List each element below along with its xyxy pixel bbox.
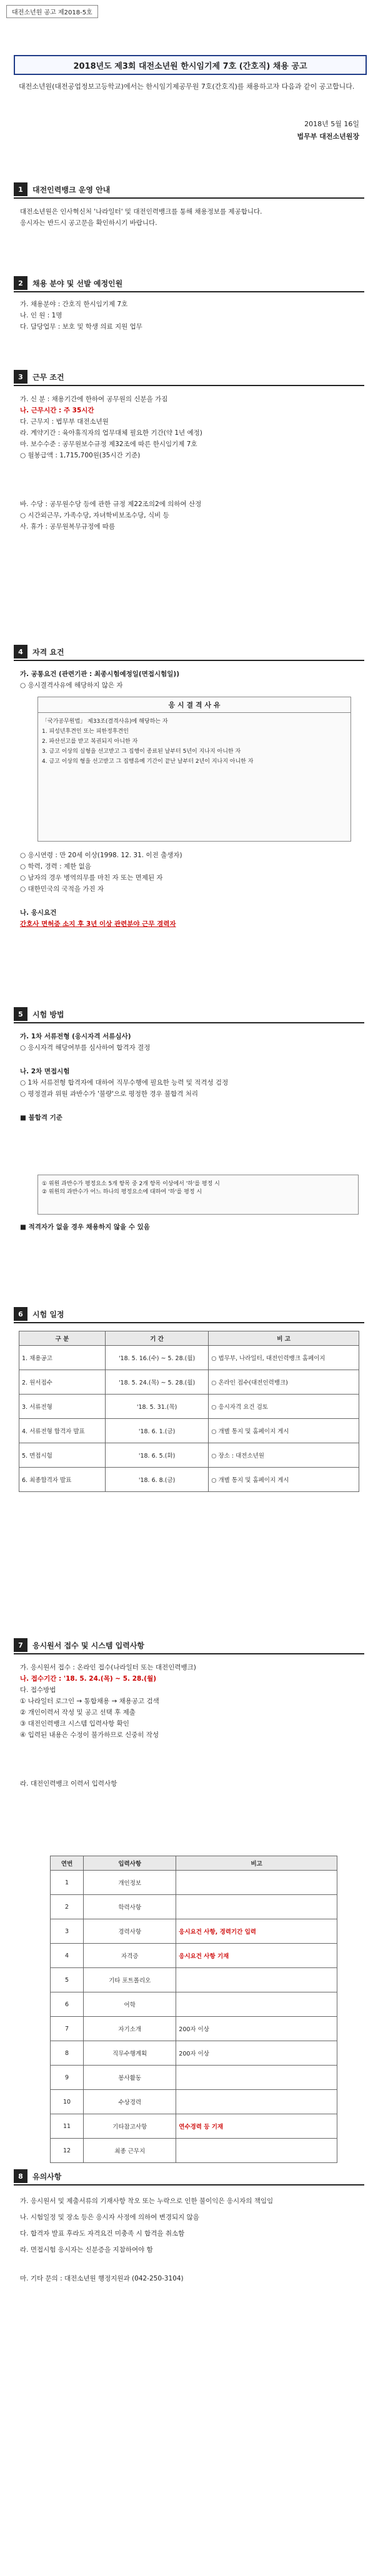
section-7: 7 응시원서 접수 및 시스템 입력사항 — [14, 1637, 364, 1654]
table-row: 7 자기소개 200자 이상 — [51, 2017, 337, 2041]
table-row: 8 직무수행계획 200자 이상 — [51, 2041, 337, 2066]
table-row: 2. 원서접수 '18. 5. 24.(목) ~ 5. 28.(월) ○ 온라인 접수(대전인력뱅크) — [19, 1370, 359, 1395]
table-row: 1 개인정보 — [51, 1871, 337, 1895]
section-6: 6 시험 일정 — [14, 1306, 364, 1323]
table-row: 5 기타 포트폴리오 — [51, 1968, 337, 1992]
table-row: 9 봉사활동 — [51, 2066, 337, 2090]
s2-text: 가. 채용분야 : 간호직 한시임기제 7호 나. 인 원 : 1명 다. 담당업무 : 보호 및 학생 의료 지원 업무 — [20, 301, 142, 331]
table-row: 12 최종 근무지 — [51, 2139, 337, 2163]
table-row: 11 기타참고사항 연수경력 등 기재 — [51, 2114, 337, 2139]
table-row: 10 수상경력 — [51, 2090, 337, 2114]
notice-date: 2018년 5월 16일 — [304, 120, 359, 128]
intro-text: 대전소년원(대전공업정보고등학교)에서는 한시임기제공무원 7호(간호직)를 채용하고자 다음과 같이 공고합니다. — [19, 82, 355, 91]
s4-text-a: 가. 공통요건 (관련기관 : 최종시험예정일(면접시험일)) ○ 응시결격사유에 해당하지 않은 자 — [20, 670, 180, 689]
table-row: 3. 서류전형 '18. 5. 31.(목) ○ 응시자격 요건 검토 — [19, 1395, 359, 1419]
s3-text: 가. 신 분 : 채용기간에 한하여 공무원의 신분을 가짐 나. 근무시간 : 주 35시간 다. 근무지 : 법무부 대전소년원 라. 계약기간 : 육아휴직자의 업무대체 필요한 기간(약 1년 예정) 마. 보수수준 : 공무원보수규정 제32조에 따른 한시임기제 7호 ○ 월봉급액 : 1,715,700원(35시간 기준) 바. 수당 : 공무원수당 등에 관한 규정 제22조의2에 의하여 산정 ○ 시간외근무, 가족수당, 자녀학비보조수당, 식비 등 사. 휴가 : 공무원복무규정에 따름 — [20, 395, 202, 530]
page-title: 2018년도 제3회 대전소년원 한시임기제 7호 (간호직) 채용 공고 — [14, 55, 367, 75]
resume-items-table: 연번 입력사항 비고 1 개인정보 2 학력사항 3 경력사항 응시요건 사항, 경력기간 입력 4 자격증 응시요건 사항 기재 5 기타 포트폴리오 6 어학 7 자기소개 200자 이상 8 직무수행계획 200자 이상 9 봉사활동 10 수상경력 11 기타참고사항 연수경력 등 기재 12 최종 근무지 — [50, 1856, 337, 2163]
table-row: 4. 서류전형 합격자 발표 '18. 6. 1.(금) ○ 개별 통지 및 홈페이지 게시 — [19, 1419, 359, 1443]
s1-text: 대전소년원은 인사혁신처 '나라일터' 및 대전인력뱅크를 통해 채용정보를 제공합니다. 응시자는 반드시 공고문을 확인하시기 바랍니다. — [20, 208, 262, 227]
section-3: 3 근무 조건 — [14, 369, 364, 386]
table-row: 2 학력사항 — [51, 1895, 337, 1919]
schedule-table: 구 분 기 간 비 고 1. 채용공고 '18. 5. 16.(수) ~ 5. 28.(월) ○ 법무부, 나라일터, 대전인력뱅크 홈페이지 2. 원서접수 '18. 5. 24.(목) ~ 5. 28.(월) ○ 온라인 접수(대전인력뱅크) 3. 서류전형 '18. 5. 31.(목) ○ 응시자격 요건 검토 4. 서류전형 합격자 발표 '18. 6. 1.(금) ○ 개별 통지 및 홈페이지 게시 5. 면접시험 '18. 6. 5.(화) ○ 장소 : 대전소년원 6. 최종합격자 발표 '18. 6. 8.(금) ○ 개별 통지 및 홈페이지 게시 — [19, 1331, 359, 1492]
section-4: 4 자격 요건 — [14, 644, 364, 661]
table-row: 6. 최종합격자 발표 '18. 6. 8.(금) ○ 개별 통지 및 홈페이지 게시 — [19, 1468, 359, 1492]
notice-tag: 대전소년원 공고 제2018-5호 — [6, 5, 98, 18]
section-2: 2 채용 분야 및 선발 예정인원 — [14, 275, 364, 292]
table-row: 3 경력사항 응시요건 사항, 경력기간 입력 — [51, 1919, 337, 1944]
table-row: 6 어학 — [51, 1992, 337, 2017]
table-row: 5. 면접시험 '18. 6. 5.(화) ○ 장소 : 대전소년원 — [19, 1443, 359, 1468]
s5-text: 가. 1차 서류전형 (응시자격 서류심사) ○ 응시자격 해당여부를 심사하여 합격자 결정 나. 2차 면접시험 ○ 1차 서류전형 합격자에 대하여 직무수행에 필요한 능력 및 적격성 검정 ○ 평정결과 위원 과반수가 '불량'으로 평정한 경우 불합격 처리 ■ 불합격 기준 — [20, 1033, 229, 1121]
fail-criteria-box: ① 위원 과반수가 평정요소 5개 항목 중 2개 항목 이상에서 '하'를 평정 시 ② 위원의 과반수가 어느 하나의 평정요소에 대하여 '하'를 평정 시 — [37, 1175, 359, 1215]
disqualification-box: 응 시 결 격 사 유 「국가공무원법」 제33조(결격사유)에 해당하는 자 1. 피성년후견인 또는 피한정후견인 2. 파산선고를 받고 복권되지 아니한 자 3. 금고 이상의 실형을 선고받고 그 집행이 종료된 날부터 5년이 지나지 아니한 자 4. 금고 이상의 형을 선고받고 그 집행유예 기간이 끝난 날부터 2년이 지나지 아니한 자 — [37, 697, 351, 842]
section-1: 1 대전인력뱅크 운영 안내 — [14, 181, 364, 199]
s8-text: 가. 응시원서 및 제출서류의 기재사항 착오 또는 누락으로 인한 불이익은 응시자의 책임임 나. 시험일정 및 장소 등은 응시자 사정에 의하여 변경되지 않음 다. 합격자 발표 후라도 자격요건 미충족 시 합격을 취소함 라. 면접시험 응시자는 신분증을 지참하여야 함 마. 기타 문의 : 대전소년원 행정지원과 (042-250-3104) — [20, 2197, 274, 2282]
s4-text-b: ○ 응시연령 : 만 20세 이상(1998. 12. 31. 이전 출생자) ○ 학력, 경력 : 제한 없음 ○ 남자의 경우 병역의무를 마친 자 또는 면제된 자 ○ 대한민국의 국적을 가진 자 나. 응시요건 간호사 면허증 소지 후 3년 이상 관련분야 근무 경력자 — [20, 852, 182, 928]
issuing-org: 법무부 대전소년원장 — [297, 132, 359, 141]
s5-note: ■ 적격자가 없을 경우 채용하지 않을 수 있음 — [20, 1223, 150, 1231]
table-row: 1. 채용공고 '18. 5. 16.(수) ~ 5. 28.(월) ○ 법무부, 나라일터, 대전인력뱅크 홈페이지 — [19, 1346, 359, 1370]
section-8: 8 유의사항 — [14, 2168, 364, 2186]
table-row: 4 자격증 응시요건 사항 기재 — [51, 1944, 337, 1968]
s7-text: 가. 응시원서 접수 : 온라인 접수(나라일터 또는 대전인력뱅크) 나. 접수기간 : '18. 5. 24.(목) ~ 5. 28.(월) 다. 접수방법 ① 나라일터 로그인 → 통합채용 → 채용공고 검색 ② 개인이력서 작성 및 공고 선택 후 제출 ③ 대전인력뱅크 시스템 입력사항 확인 ④ 입력된 내용은 수정이 불가하므로 신중히 작성 라. 대전인력뱅크 이력서 입력사항 — [20, 1664, 196, 1788]
section-5: 5 시험 방법 — [14, 1006, 364, 1023]
